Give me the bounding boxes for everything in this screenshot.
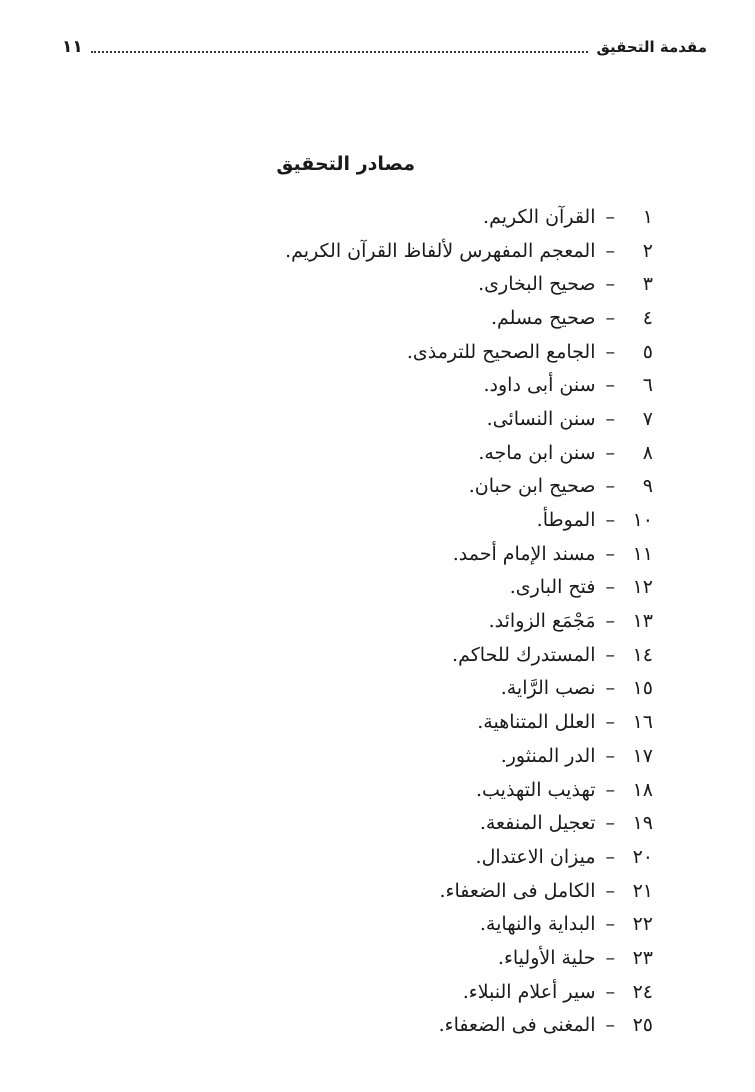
item-separator: – bbox=[605, 980, 615, 1003]
list-item bbox=[285, 941, 653, 975]
item-number: ٢٢ bbox=[632, 913, 653, 936]
list-item bbox=[285, 200, 653, 234]
dotted-leader bbox=[91, 51, 589, 53]
item-number: ١٨ bbox=[632, 778, 653, 801]
item-number: ٢٣ bbox=[632, 946, 653, 969]
list-item bbox=[285, 301, 653, 335]
item-title: الموطأ. bbox=[536, 509, 596, 532]
list-item bbox=[285, 739, 653, 773]
item-separator: – bbox=[605, 879, 615, 902]
item-number: ٥ bbox=[642, 340, 653, 363]
item-title: البداية والنهاية. bbox=[479, 913, 596, 936]
list-item bbox=[285, 874, 653, 908]
item-separator: – bbox=[605, 441, 615, 464]
item-number: ٩ bbox=[642, 475, 653, 498]
item-number: ٤ bbox=[642, 306, 653, 329]
item-separator: – bbox=[605, 205, 615, 228]
item-separator: – bbox=[605, 542, 615, 565]
item-separator: – bbox=[605, 576, 615, 599]
item-title: المغنى فى الضعفاء. bbox=[438, 1014, 596, 1037]
item-separator: – bbox=[605, 273, 615, 296]
item-title: المستدرك للحاكم. bbox=[452, 643, 596, 666]
item-number: ٢٠ bbox=[632, 845, 653, 868]
list-item bbox=[285, 436, 653, 470]
item-title: فتح البارى. bbox=[509, 576, 596, 599]
item-title: حلية الأولياء. bbox=[497, 946, 596, 969]
item-separator: – bbox=[605, 1014, 615, 1037]
list-item bbox=[285, 234, 653, 268]
item-title: العلل المتناهية. bbox=[477, 711, 596, 734]
item-title: المعجم المفهرس لألفاظ القرآن الكريم. bbox=[285, 239, 596, 262]
item-number: ٢١ bbox=[632, 879, 653, 902]
item-separator: – bbox=[605, 744, 615, 767]
item-number: ١ bbox=[642, 205, 653, 228]
list-item bbox=[285, 672, 653, 706]
list-item bbox=[285, 806, 653, 840]
list-item bbox=[285, 705, 653, 739]
section-title: مصادر التحقيق bbox=[276, 153, 415, 175]
list-item bbox=[285, 267, 653, 301]
item-title: سير أعلام النبلاء. bbox=[462, 980, 596, 1003]
item-title: صحيح مسلم. bbox=[490, 306, 596, 329]
item-separator: – bbox=[605, 374, 615, 397]
item-title: الكامل فى الضعفاء. bbox=[439, 879, 596, 902]
item-title: مَجْمَع الزوائد. bbox=[488, 610, 596, 633]
item-separator: – bbox=[605, 306, 615, 329]
item-number: ٣ bbox=[642, 273, 653, 296]
item-separator: – bbox=[605, 239, 615, 262]
list-item bbox=[285, 368, 653, 402]
item-title: صحيح ابن حبان. bbox=[468, 475, 596, 498]
item-title: الدر المنثور. bbox=[500, 744, 596, 767]
item-title: سنن ابن ماجه. bbox=[478, 441, 596, 464]
running-header bbox=[62, 34, 707, 60]
item-title: مسند الإمام أحمد. bbox=[452, 542, 596, 565]
item-title: سنن النسائى. bbox=[486, 407, 596, 430]
list-item bbox=[285, 402, 653, 436]
list-item bbox=[285, 1009, 653, 1043]
item-title: الجامع الصحيح للترمذى. bbox=[406, 340, 596, 363]
list-item bbox=[285, 907, 653, 941]
item-number: ٢ bbox=[642, 239, 653, 262]
list-item bbox=[285, 335, 653, 369]
item-number: ١٥ bbox=[632, 677, 653, 700]
list-item bbox=[285, 604, 653, 638]
item-title: تهذيب التهذيب. bbox=[475, 778, 596, 801]
item-separator: – bbox=[605, 643, 615, 666]
item-separator: – bbox=[605, 475, 615, 498]
item-number: ١٤ bbox=[632, 643, 653, 666]
list-item bbox=[285, 571, 653, 605]
item-separator: – bbox=[605, 610, 615, 633]
item-number: ٢٥ bbox=[632, 1014, 653, 1037]
item-number: ١٢ bbox=[632, 576, 653, 599]
item-number: ٧ bbox=[642, 407, 653, 430]
item-number: ٢٤ bbox=[632, 980, 653, 1003]
item-number: ١٦ bbox=[632, 711, 653, 734]
list-item bbox=[285, 840, 653, 874]
item-number: ١١ bbox=[632, 542, 653, 565]
item-separator: – bbox=[605, 778, 615, 801]
item-title: صحيح البخارى. bbox=[478, 273, 596, 296]
list-item bbox=[285, 638, 653, 672]
item-number: ٨ bbox=[642, 441, 653, 464]
list-item bbox=[285, 537, 653, 571]
item-separator: – bbox=[605, 340, 615, 363]
item-number: ١٧ bbox=[632, 744, 653, 767]
item-title: سنن أبى داود. bbox=[483, 374, 596, 397]
item-separator: – bbox=[605, 711, 615, 734]
item-number: ٦ bbox=[642, 374, 653, 397]
item-separator: – bbox=[605, 677, 615, 700]
item-number: ١٩ bbox=[632, 812, 653, 835]
item-title: تعجيل المنفعة. bbox=[479, 812, 596, 835]
item-number: ١٣ bbox=[632, 610, 653, 633]
item-title: القرآن الكريم. bbox=[483, 205, 596, 228]
sources-list bbox=[285, 200, 653, 1042]
item-title: نصب الرَّاية. bbox=[500, 677, 596, 700]
item-separator: – bbox=[605, 812, 615, 835]
item-separator: – bbox=[605, 946, 615, 969]
item-separator: – bbox=[605, 407, 615, 430]
item-separator: – bbox=[605, 845, 615, 868]
item-separator: – bbox=[605, 913, 615, 936]
list-item bbox=[285, 470, 653, 504]
list-item bbox=[285, 975, 653, 1009]
running-title: مقدمة التحقيق bbox=[596, 38, 707, 56]
item-title: ميزان الاعتدال. bbox=[475, 845, 596, 868]
item-separator: – bbox=[605, 509, 615, 532]
list-item bbox=[285, 773, 653, 807]
page-number: ١١ bbox=[62, 37, 83, 57]
list-item bbox=[285, 503, 653, 537]
item-number: ١٠ bbox=[632, 509, 653, 532]
